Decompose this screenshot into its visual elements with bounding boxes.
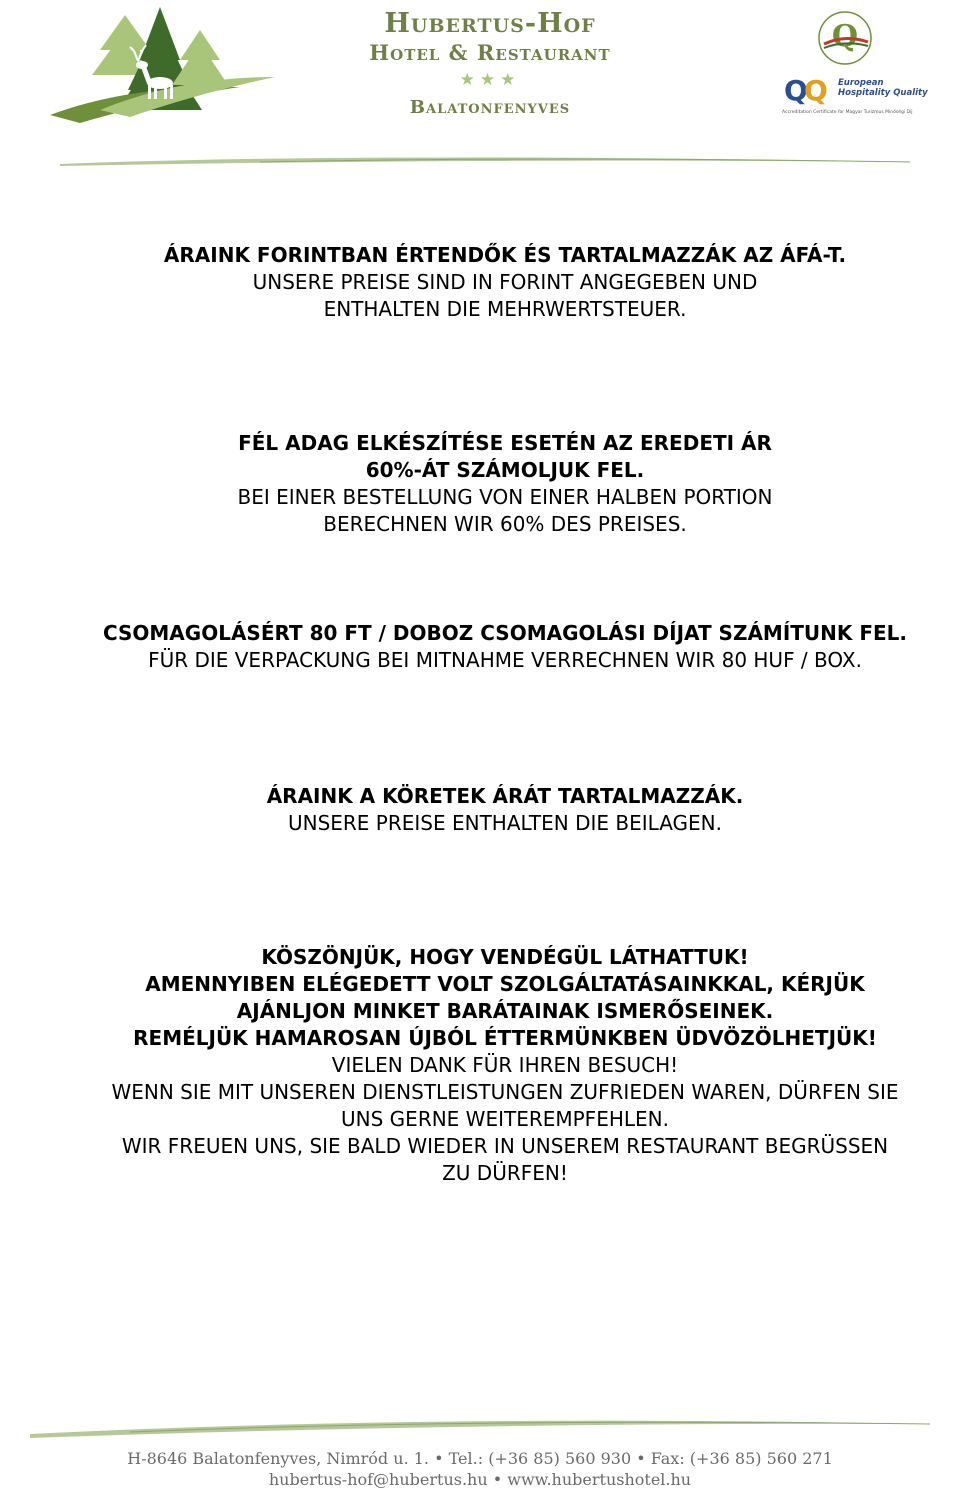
svg-text:Q: Q bbox=[831, 19, 859, 54]
block-line: KÖSZÖNJÜK, HOGY VENDÉGÜL LÁTHATTUK! bbox=[261, 945, 749, 969]
page-footer bbox=[0, 1448, 960, 1490]
brand-location: Balatonfenyves bbox=[409, 97, 571, 118]
block-line: AJÁNLJON MINKET BARÁTAINAK ISMERŐSEINEK. bbox=[236, 999, 774, 1023]
block-line: VIELEN DANK FÜR IHREN BESUCH! bbox=[331, 1053, 679, 1077]
block-line: UNSERE PREISE SIND IN FORINT ANGEGEBEN UND bbox=[252, 270, 758, 294]
block-line: BEI EINER BESTELLUNG VON EINER HALBEN PORTION bbox=[237, 485, 773, 509]
eq-label-line1: European bbox=[838, 78, 884, 88]
brand-name: Hubertus-Hof bbox=[384, 8, 596, 39]
block-line: UNSERE PREISE ENTHALTEN DIE BEILAGEN. bbox=[287, 811, 723, 835]
page-header bbox=[0, 0, 960, 180]
block-line: FÉL ADAG ELKÉSZÍTÉSE ESETÉN AZ EREDETI ÁR bbox=[238, 431, 772, 455]
block-half-portion bbox=[20, 430, 960, 538]
tree-deer-logo-icon bbox=[40, 5, 280, 130]
svg-text:Q: Q bbox=[804, 74, 828, 107]
block-line: ZU DÜRFEN! bbox=[442, 1161, 568, 1185]
eq-accreditation-text: Accreditation Certificate for Magyar Turizmus Minőségi Díj bbox=[782, 110, 913, 115]
block-side-dishes bbox=[20, 783, 960, 837]
brand-subtitle: Hotel & Restaurant bbox=[369, 40, 611, 65]
brand-block bbox=[340, 8, 640, 120]
block-packaging-fee bbox=[20, 620, 960, 674]
block-line: WENN SIE MIT UNSEREN DIENSTLEISTUNGEN ZUFRIEDEN WAREN, DÜRFEN SIE bbox=[111, 1080, 899, 1104]
footer-contact: hubertus-hof@hubertus.hu • www.hubertushotel.hu bbox=[268, 1470, 692, 1489]
eq-logo-icon bbox=[782, 72, 836, 108]
eq-label-line2: Hospitality Quality bbox=[838, 88, 928, 98]
block-line: 60%-ÁT SZÁMOLJUK FEL. bbox=[365, 458, 645, 482]
block-line: ENTHALTEN DIE MEHRWERTSTEUER. bbox=[323, 297, 687, 321]
header-divider-swoosh bbox=[60, 150, 910, 170]
block-line: WIR FREUEN UNS, SIE BALD WIEDER IN UNSEREM RESTAURANT BEGRÜSSEN bbox=[121, 1134, 889, 1158]
svg-text:Q: Q bbox=[784, 74, 808, 107]
hotel-stars: ★★★ bbox=[459, 70, 521, 90]
block-vat-note bbox=[20, 242, 960, 323]
quality-award-seal-icon bbox=[806, 8, 884, 66]
block-line: REMÉLJÜK HAMAROSAN ÚJBÓL ÉTTERMÜNKBEN ÜDVÖZÖLHETJÜK! bbox=[133, 1026, 877, 1050]
eq-label bbox=[838, 78, 928, 98]
footer-divider-swoosh bbox=[30, 1412, 930, 1440]
footer-address: H-8646 Balatonfenyves, Nimród u. 1. • Tel.: (+36 85) 560 930 • Fax: (+36 85) 560 271 bbox=[127, 1449, 833, 1468]
block-line: FÜR DIE VERPACKUNG BEI MITNAHME VERRECHNEN WIR 80 HUF / BOX. bbox=[148, 648, 862, 672]
block-line: ÁRAINK A KÖRETEK ÁRÁT TARTALMAZZÁK. bbox=[266, 784, 744, 808]
block-line: AMENNYIBEN ELÉGEDETT VOLT SZOLGÁLTATÁSAINKKAL, KÉRJÜK bbox=[145, 972, 865, 996]
block-line: CSOMAGOLÁSÉRT 80 FT / DOBOZ CSOMAGOLÁSI DÍJAT SZÁMÍTUNK FEL. bbox=[102, 621, 908, 645]
block-line: ÁRAINK FORINTBAN ÉRTENDŐK ÉS TARTALMAZZÁK AZ ÁFÁ-T. bbox=[163, 243, 847, 267]
block-thank-you bbox=[20, 944, 960, 1187]
block-line: BERECHNEN WIR 60% DES PREISES. bbox=[323, 512, 687, 536]
block-line: UNS GERNE WEITEREMPFEHLEN. bbox=[341, 1107, 669, 1131]
european-hospitality-quality-badge bbox=[782, 72, 932, 120]
